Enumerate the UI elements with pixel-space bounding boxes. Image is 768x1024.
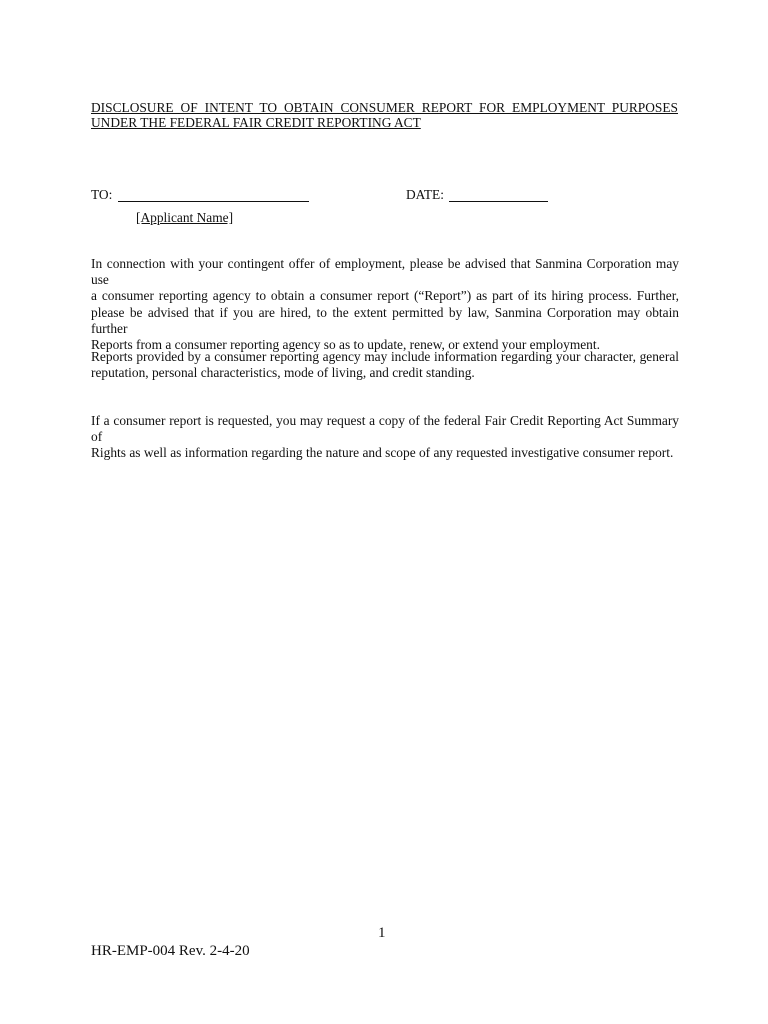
date-blank[interactable] <box>449 201 548 202</box>
paragraph-line: reputation, personal characteristics, mode of living, and credit standing. <box>91 365 475 381</box>
title-line-2: UNDER THE FEDERAL FAIR CREDIT REPORTING ACT <box>91 115 421 130</box>
paragraph-line: please be advised that if you are hired, to the extent permitted by law, Sanmina Corporation may obtain further <box>91 304 679 336</box>
paragraph-line: If a consumer report is requested, you may request a copy of the federal Fair Credit Reporting Act Summary of <box>91 413 679 445</box>
paragraph-summary-of-rights <box>91 413 679 462</box>
title-line-1: DISCLOSURE OF INTENT TO OBTAIN CONSUMER REPORT FOR EMPLOYMENT PURPOSES <box>91 100 678 115</box>
paragraph-consumer-report-notice <box>91 256 679 353</box>
paragraph-line: a consumer reporting agency to obtain a consumer report (“Report”) as part of its hiring process. Further, <box>91 288 679 304</box>
paragraph-line: Reports provided by a consumer reporting agency may include information regarding your character, general <box>91 349 679 364</box>
paragraph-line: In connection with your contingent offer of employment, please be advised that Sanmina Corporation may use <box>91 256 679 288</box>
paragraph-line: Reports from a consumer reporting agency so as to update, renew, or extend your employment. <box>91 337 600 353</box>
paragraph-line: Rights as well as information regarding the nature and scope of any requested investigative consumer report. <box>91 445 674 461</box>
page-number: 1 <box>378 925 386 941</box>
date-label: DATE: <box>406 187 444 202</box>
form-revision-code: HR-EMP-004 Rev. 2-4-20 <box>91 943 250 959</box>
paragraph-report-contents <box>91 349 679 381</box>
applicant-name-caption: [Applicant Name] <box>136 210 234 225</box>
to-label: TO: <box>91 187 113 202</box>
applicant-name-blank[interactable] <box>118 201 309 202</box>
document-title <box>91 100 678 130</box>
